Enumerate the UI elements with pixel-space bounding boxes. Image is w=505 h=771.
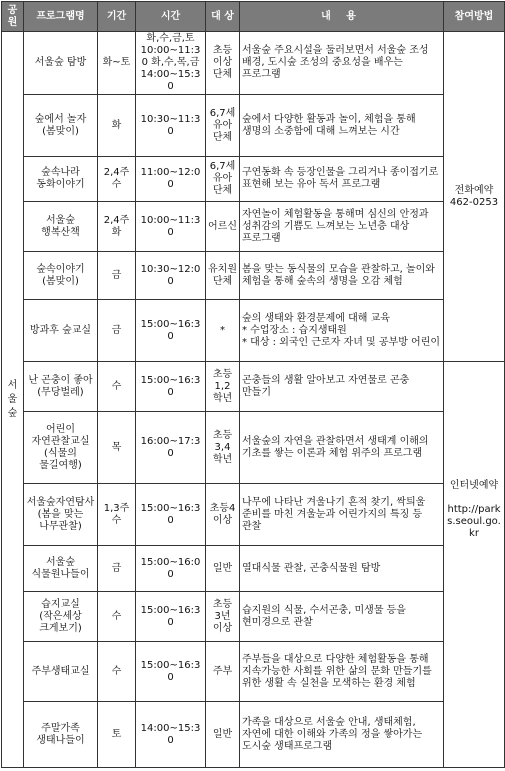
program-name: 주부생태교실 bbox=[24, 642, 98, 702]
program-time: 15:00~16:30 bbox=[136, 592, 206, 642]
header-time: 시간 bbox=[136, 2, 206, 32]
table-row bbox=[2, 202, 505, 252]
program-target: 일반 bbox=[206, 702, 240, 768]
program-period: 토 bbox=[98, 702, 136, 768]
program-description: 봄을 맞는 동식물의 모습을 관찰하고, 놀이와 체험을 통해 숲속의 생명을 오감 체험 bbox=[240, 252, 444, 300]
program-period: 금 bbox=[98, 546, 136, 592]
method-internet bbox=[444, 362, 505, 768]
program-period: 2,4주 화 bbox=[98, 202, 136, 252]
program-period: 수 bbox=[98, 592, 136, 642]
program-table bbox=[1, 1, 505, 768]
program-description: 숲의 생태와 환경문제에 대해 교육 * 수업장소 : 습지생태원 * 대상 : 외국인 근로자 자녀 및 공부방 어린이 bbox=[240, 300, 444, 362]
header-program: 프로그램명 bbox=[24, 2, 98, 32]
table-row bbox=[2, 412, 505, 484]
program-description: 열대식물 관찰, 곤충식물원 탐방 bbox=[240, 546, 444, 592]
header-method: 참여방법 bbox=[444, 2, 505, 32]
program-description: 가족을 대상으로 서울숲 안내, 생태체험, 자연에 대한 이해와 가족의 정을 쌓아가는 도시숲 생태프로그램 bbox=[240, 702, 444, 768]
table-row bbox=[2, 157, 505, 202]
program-time: 10:30~11:30 bbox=[136, 95, 206, 157]
program-target: 일반 bbox=[206, 546, 240, 592]
table-row bbox=[2, 32, 505, 95]
program-time: 11:00~12:00 bbox=[136, 157, 206, 202]
program-description: 곤충들의 생활 알아보고 자연물로 곤충 만들기 bbox=[240, 362, 444, 412]
method-phone bbox=[444, 32, 505, 362]
program-name: 습지교실 (작은세상 크게보기) bbox=[24, 592, 98, 642]
park-name: 서 울 숲 bbox=[7, 379, 18, 419]
program-target: 어르신 bbox=[206, 202, 240, 252]
program-target: 주부 bbox=[206, 642, 240, 702]
program-time: 15:00~16:30 bbox=[136, 300, 206, 362]
program-time: 15:00~16:00 bbox=[136, 546, 206, 592]
program-time: 16:00~17:30 bbox=[136, 412, 206, 484]
table-row bbox=[2, 592, 505, 642]
program-name: 숲에서 놀자 (봄맞이) bbox=[24, 95, 98, 157]
program-period: 수 bbox=[98, 642, 136, 702]
program-target: 6,7세 유아 단체 bbox=[206, 95, 240, 157]
header-content: 내 용 bbox=[240, 2, 444, 32]
program-name: 방과후 숲교실 bbox=[24, 300, 98, 362]
header-target: 대 상 bbox=[206, 2, 240, 32]
program-period: 금 bbox=[98, 252, 136, 300]
method-internet-text: 인터넷예약 http://parks.seoul.go.kr bbox=[447, 480, 501, 539]
program-period: 화~토 bbox=[98, 32, 136, 95]
program-time: 15:00~16:30 bbox=[136, 642, 206, 702]
table-row bbox=[2, 546, 505, 592]
table-row bbox=[2, 484, 505, 546]
program-target: 초등 이상 단체 bbox=[206, 32, 240, 95]
method-phone-text: 전화예약 462-0253 bbox=[449, 184, 499, 208]
program-name: 숲속이야기 (봄맞이) bbox=[24, 252, 98, 300]
table-row bbox=[2, 362, 505, 412]
table-row bbox=[2, 95, 505, 157]
program-name: 서울숲 행복산책 bbox=[24, 202, 98, 252]
program-time: 10:30~12:00 bbox=[136, 252, 206, 300]
program-description: 구연동화 속 등장인물을 그리거나 종이접기로 표현해 보는 유아 독서 프로그램 bbox=[240, 157, 444, 202]
program-target: 6,7세 유아 단체 bbox=[206, 157, 240, 202]
program-description: 주부들을 대상으로 다양한 체험활동을 통해 지속가능한 사회를 위한 삶의 문화 만들기를 위한 생활 속 실천을 모색하는 환경 체험 bbox=[240, 642, 444, 702]
program-description: 습지원의 식물, 수서곤충, 미생물 등을 현미경으로 관찰 bbox=[240, 592, 444, 642]
program-name: 어린이 자연관찰교실 (식물의 물길여행) bbox=[24, 412, 98, 484]
program-target: 초등 1,2 학년 bbox=[206, 362, 240, 412]
program-time: 15:00~16:30 bbox=[136, 362, 206, 412]
program-time: 15:00~16:30 bbox=[136, 484, 206, 546]
program-name: 서울숲 탐방 bbox=[24, 32, 98, 95]
program-description: 나무에 나타난 겨울나기 흔적 찾기, 싹틔울 준비를 마친 겨울눈과 어린가지의 특징 등 관찰 bbox=[240, 484, 444, 546]
program-name: 숲속나라 동화이야기 bbox=[24, 157, 98, 202]
table-row bbox=[2, 642, 505, 702]
program-period: 금 bbox=[98, 300, 136, 362]
header-period: 기간 bbox=[98, 2, 136, 32]
table-row bbox=[2, 300, 505, 362]
program-description: 자연놀이 체험활동을 통해며 심신의 안정과 성취감의 기쁨도 느껴보는 노년층 대상 프로그램 bbox=[240, 202, 444, 252]
program-name: 서울숲자연탐사 (봄을 맞는 나무관찰) bbox=[24, 484, 98, 546]
program-description: 숲에서 다양한 활동과 놀이, 체험을 통해 생명의 소중함에 대해 느껴보는 시간 bbox=[240, 95, 444, 157]
park-cell bbox=[2, 32, 24, 768]
program-period: 목 bbox=[98, 412, 136, 484]
header-row bbox=[2, 2, 505, 32]
program-name: 주말가족 생태나들이 bbox=[24, 702, 98, 768]
program-name: 난 곤충이 좋아 (무당벌레) bbox=[24, 362, 98, 412]
program-time: 화,수,금,토 10:00~11:30 화,수,목,금 14:00~15:30 bbox=[136, 32, 206, 95]
program-name: 서울숲 식물원나들이 bbox=[24, 546, 98, 592]
program-target: 초등 3,4 학년 bbox=[206, 412, 240, 484]
program-time: 10:00~11:30 bbox=[136, 202, 206, 252]
program-period: 화 bbox=[98, 95, 136, 157]
program-target: 초등 3년 이상 bbox=[206, 592, 240, 642]
program-target: 초등4 이상 bbox=[206, 484, 240, 546]
program-description: 서울숲 주요시설을 둘러보면서 서울숲 조성 배경, 도시숲 조성의 중요성을 배우는 프로그램 bbox=[240, 32, 444, 95]
program-target: * bbox=[206, 300, 240, 362]
program-target: 유치원 단체 bbox=[206, 252, 240, 300]
table-row bbox=[2, 702, 505, 768]
program-period: 1,3주 수 bbox=[98, 484, 136, 546]
program-description: 서울숲의 자연을 관찰하면서 생태계 이해의 기초를 쌓는 이론과 체험 위주의 프로그램 bbox=[240, 412, 444, 484]
program-period: 2,4주 수 bbox=[98, 157, 136, 202]
table-row bbox=[2, 252, 505, 300]
program-time: 14:00~15:30 bbox=[136, 702, 206, 768]
program-period: 수 bbox=[98, 362, 136, 412]
header-park: 공원 bbox=[2, 2, 24, 32]
